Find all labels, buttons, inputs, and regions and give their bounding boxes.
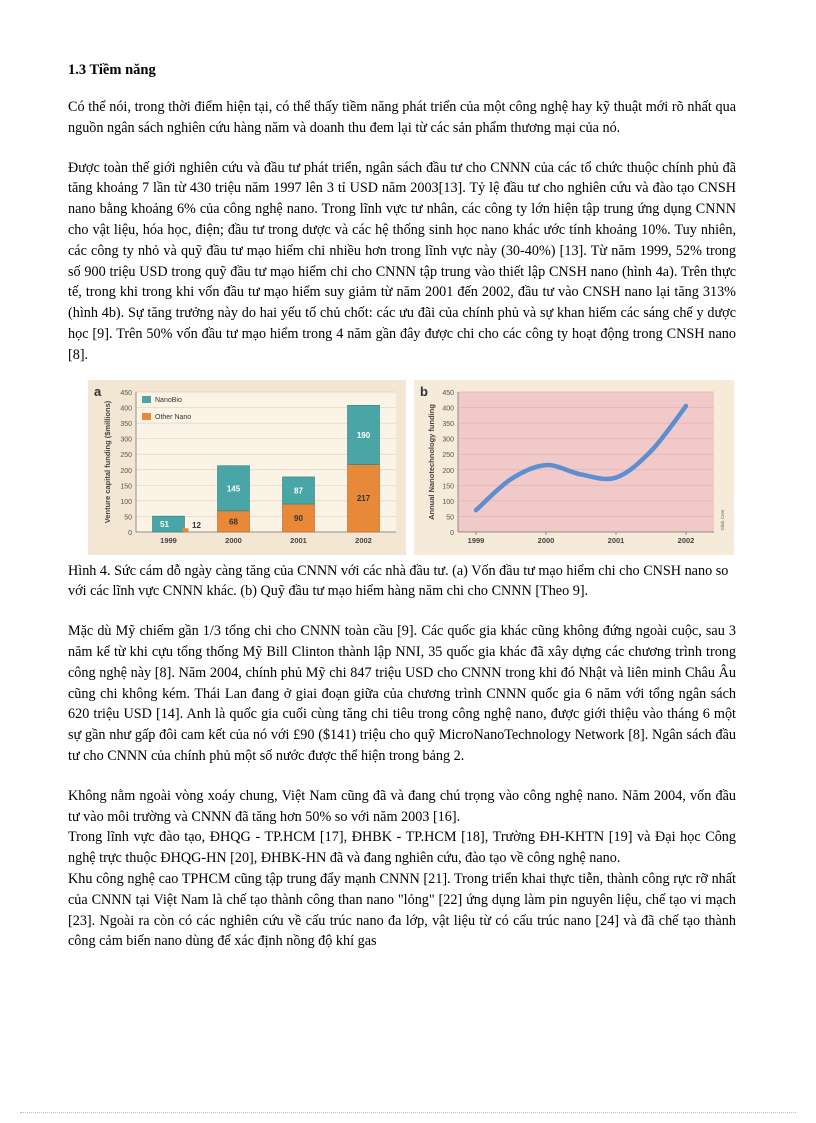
x-tick-label: 1999 <box>467 535 485 545</box>
legend-swatch-other-nano <box>142 413 151 420</box>
chart-b <box>414 380 734 555</box>
bar-other-nano-1999 <box>183 528 189 532</box>
x-tick-label: 1999 <box>160 535 177 545</box>
figure-caption: Hình 4. Sức cám dỗ ngày càng tăng của CNNN với các nhà đầu tư. (a) Vốn đầu tư mạo hiểm chi cho CNSH nano so với các lĩnh vực CNNN khác. (b) Quỹ đầu tư mạo hiểm hàng năm chi cho CNNN [Theo 9]. <box>68 562 729 600</box>
section-heading: 1.3 Tiềm năng <box>68 62 156 78</box>
y-tick-label: 0 <box>450 529 454 537</box>
y-tick-label: 350 <box>442 420 454 428</box>
panel-label-b: b <box>420 383 428 399</box>
page-bottom-divider <box>20 1112 796 1113</box>
paragraph-intro: Có thể nói, trong thời điểm hiện tại, có thể thấy tiềm năng phát triển của một công nghệ hay kỹ thuật mới rõ nhất qua nguồn ngân sách nghiên cứu hàng năm và doanh thu đem lại từ các sản phẩm thương mại của nó. <box>68 99 736 136</box>
y-tick-label: 450 <box>442 389 454 397</box>
paragraph-hightech: Khu công nghệ cao TPHCM cũng tập trung đẩy mạnh CNNN [21]. Trong triển khai thực tiễn, thành công rực rỡ nhất của CNNN tại Việt Nam là chế tạo thành công than nano "lỏng" [22] ứng dụng làm pin nguyên liệu, chế tạo vi mạch [23]. Ngoài ra còn có các nghiên cứu về cấu trúc nano đa lớp, vật liệu từ có cấu trúc nano [24] và đã chế tạo thành công cảm biến nano dùng để xác định nồng độ khí gas <box>68 870 736 950</box>
x-tick-label: 2002 <box>677 535 695 545</box>
y-tick-label: 300 <box>442 436 454 444</box>
y-tick-label: 400 <box>442 405 454 413</box>
chart-b-panel <box>414 380 734 555</box>
paragraph-global: Mặc dù Mỹ chiếm gần 1/3 tổng chi cho CNNN toàn cầu [9]. Các quốc gia khác cũng không đứng ngoài cuộc, sau 3 năm kể từ khi cựu tổng thống Mỹ Bill Clinton thành lập NNI, 35 quốc gia khác đã xây dựng các chương trình trong công nghệ này [8]. Năm 2004, chính phủ Mỹ chi 847 triệu USD cho CNNN trong khi đó Nhật và liên minh Châu Âu cũng chi không kém. Thái Lan đang ở giai đoạn giữa của chương trình CNNN quốc gia 6 năm với tổng ngân sách 620 triệu USD [14]. Anh là quốc gia cuối cùng tăng chi tiêu trong công nghệ nano, được giới thiệu vào tháng 6 một sự gần như gấp đôi cam kết của nó với £90 ($141) triệu cho quỹ MicroNanoTechnology Network [8]. Ngân sách đầu tư cho CNNN của chính phủ một số nước được thể hiện trong bảng 2. <box>68 623 736 764</box>
paragraph-education: Trong lĩnh vực đào tạo, ĐHQG - TP.HCM [17], ĐHBK - TP.HCM [18], Trường ĐH-KHTN [19] và Đại học Công nghệ trực thuộc ĐHQG-HN [20], ĐHBK-HN đã và đang nghiên cứu, đào tạo về công nghệ nano. <box>68 829 736 867</box>
data-label-nanobio: 145 <box>226 483 241 493</box>
data-label-nanobio: 190 <box>356 430 371 440</box>
chart-a <box>88 380 406 555</box>
document-page <box>68 62 736 952</box>
y-tick-label: 200 <box>120 467 132 475</box>
panel-label-a: a <box>94 383 102 399</box>
data-label-nanobio: 87 <box>294 486 303 496</box>
x-tick-label: 2001 <box>290 535 307 545</box>
y-tick-label: 50 <box>124 514 132 522</box>
x-tick-label: 2000 <box>537 535 555 545</box>
x-tick-label: 2001 <box>607 535 625 545</box>
data-label-other-nano: 12 <box>192 520 201 530</box>
data-label-nanobio: 51 <box>160 519 169 529</box>
y-tick-label: 100 <box>442 498 454 506</box>
y-axis-label: Venture capital funding ($millions) <box>103 400 112 523</box>
figure-4 <box>68 380 736 555</box>
legend-label-other-nano: Other Nano <box>155 413 192 421</box>
plot-area <box>458 392 714 532</box>
paragraph-vietnam: Không nằm ngoài vòng xoáy chung, Việt Nam cũng đã và đang chú trọng vào công nghệ nano. Năm 2004, vốn đầu tư vào môi trường và CNNN đã tăng hơn 50% so với năm 2003 [16]. <box>68 787 736 825</box>
y-tick-label: 300 <box>120 436 132 444</box>
y-tick-label: 100 <box>120 498 132 506</box>
y-tick-label: 250 <box>120 451 132 459</box>
chart-a-panel <box>88 380 406 555</box>
y-tick-label: 0 <box>128 529 132 537</box>
data-label-other-nano: 68 <box>229 516 238 526</box>
y-tick-label: 350 <box>120 420 132 428</box>
y-tick-label: 450 <box>120 389 132 397</box>
y-tick-label: 150 <box>442 482 454 490</box>
y-tick-label: 50 <box>446 514 454 522</box>
paragraph-funding: Được toàn thế giới nghiên cứu và đầu tư phát triển, ngân sách đầu tư cho CNNN của các tổ chức thuộc chính phủ đã tăng khoảng 7 lần từ 430 triệu năm 1997 lên 3 tỉ USD năm 2003[13]. Tỷ lệ đầu tư cho nghiên cứu và đào tạo CNSH nano bằng khoảng 6% của công nghệ nano. Trong lĩnh vực tư nhân, các công ty lớn hiện tập trung ứng dụng CNNN cho vật liệu, hóa học, điện; đầu tư trong dược và các hệ thống sinh học nano khác ước tính khoảng 10%. Tuy nhiên, các công ty nhỏ và quỹ đầu tư mạo hiểm chi nhiều hơn trong lĩnh vực này (30-40%) [13]. Từ năm 1999, 52% trong số 900 triệu USD trong quỹ đầu tư mạo hiểm chi cho CNNN tập trung vào thiết lập CNSH nano (hình 4a). Trên thực tế, trong khi trong khi vốn đầu tư mạo hiểm suy giảm từ năm 2001 đến 2002, đầu tư vào CNSH nano lại tăng 313% (hình 4b). Sự tăng trưởng này do hai yếu tố chủ chốt: các ưu đãi của chính phủ và sự khan hiếm các sáng chế y dược học [9]. Trên 50% vốn đầu tư mạo hiểm trong 4 năm gần đây được chi cho các công ty hoạt động trong CNSH nano [8]. <box>68 159 736 363</box>
y-axis-label: Annual Nanotechnology funding <box>427 403 436 520</box>
y-tick-label: 150 <box>120 482 132 490</box>
data-label-other-nano: 90 <box>294 513 303 523</box>
y-tick-label: 200 <box>442 467 454 475</box>
legend-label-nanobio: NanoBio <box>155 396 182 404</box>
y-tick-label: 400 <box>120 405 132 413</box>
data-label-other-nano: 217 <box>356 493 371 503</box>
legend-swatch-nanobio <box>142 396 151 403</box>
x-tick-label: 2002 <box>355 535 372 545</box>
x-tick-label: 2000 <box>225 535 242 545</box>
chart-credit: Glick Cree <box>720 509 725 531</box>
y-tick-label: 250 <box>442 451 454 459</box>
